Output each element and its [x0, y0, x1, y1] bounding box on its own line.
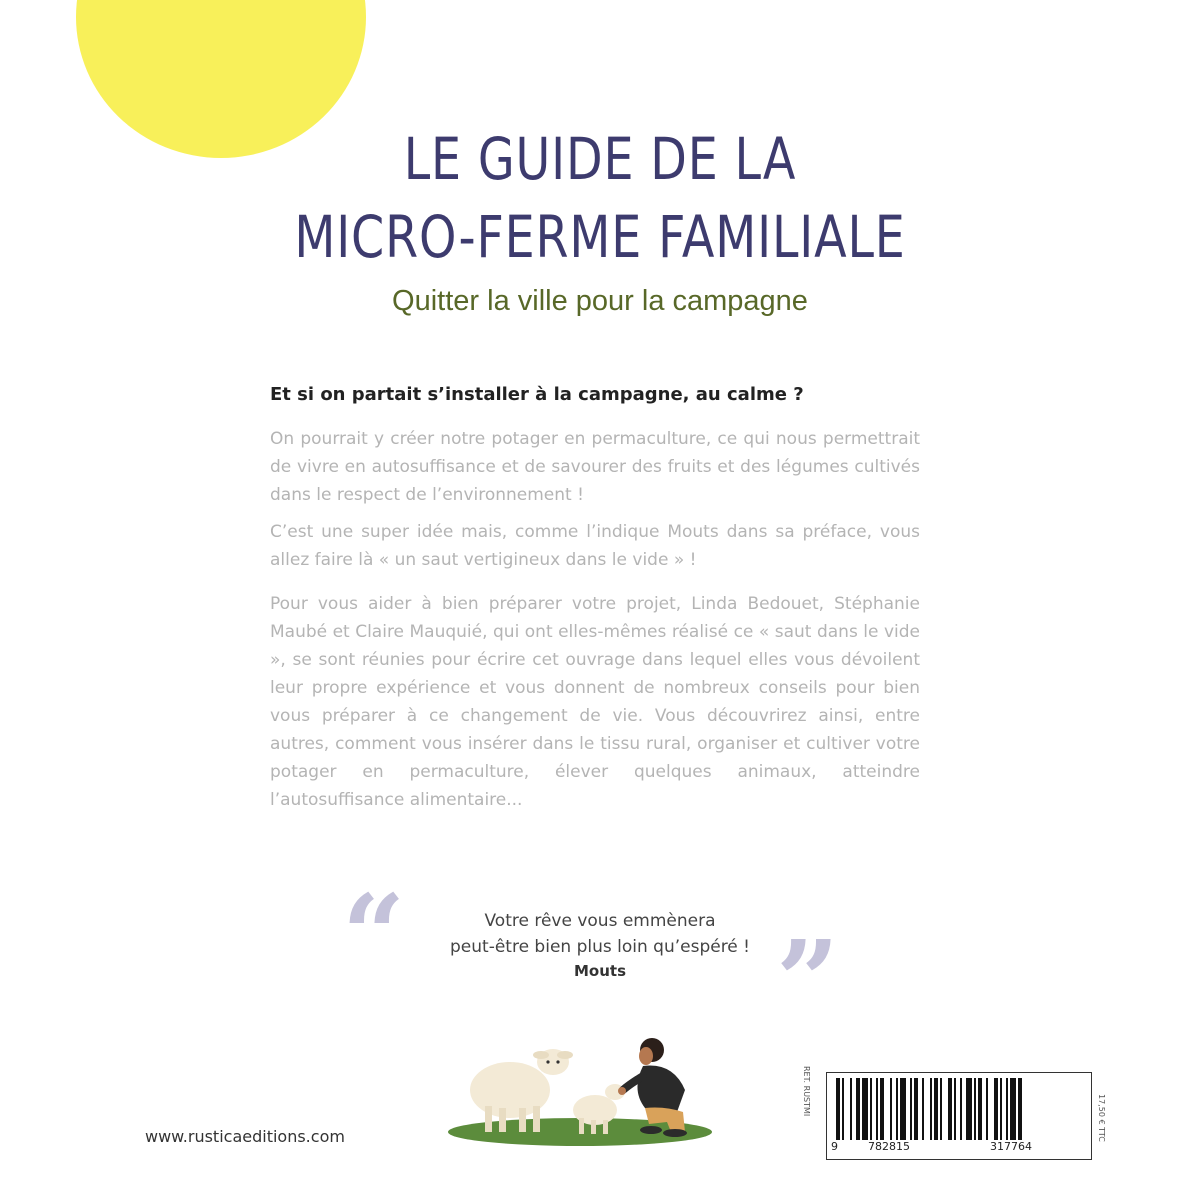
- barcode-bar: [948, 1078, 952, 1140]
- barcode-bar: [934, 1078, 938, 1140]
- price-label: 17,50 € TTC: [1097, 1094, 1106, 1142]
- barcode-icon: [836, 1078, 1080, 1140]
- blurb-paragraph-1: On pourrait y créer notre potager en permaculture, ce qui nous permettrait de vivre en autosuffisance et de savourer des fruits et des légumes cultivés dans le respect de l’environnement !: [270, 429, 920, 505]
- barcode-bar: [1018, 1078, 1022, 1140]
- barcode-bar: [966, 1078, 972, 1140]
- barcode-bar: [850, 1078, 852, 1140]
- quote-line-1: Votre rêve vous emmènera: [484, 911, 716, 931]
- barcode-bar: [862, 1078, 868, 1140]
- barcode-digit-prefix: 9: [831, 1140, 838, 1153]
- barcode-bar: [1006, 1078, 1008, 1140]
- barcode-bar: [974, 1078, 976, 1140]
- barcode-bar: [856, 1078, 860, 1140]
- barcode-bar: [836, 1078, 840, 1140]
- barcode-bar: [986, 1078, 988, 1140]
- barcode-bar: [870, 1078, 872, 1140]
- title-line-1: LE GUIDE DE LA: [403, 125, 797, 193]
- book-subtitle: Quitter la ville pour la campagne: [392, 285, 808, 317]
- barcode-bar: [890, 1078, 892, 1140]
- open-quote-mark: “: [342, 870, 406, 999]
- quote-line-2: peut-être bien plus loin qu’espéré !: [450, 937, 750, 957]
- barcode-bar: [900, 1078, 906, 1140]
- barcode-bar: [896, 1078, 898, 1140]
- barcode-bar: [910, 1078, 912, 1140]
- barcode-bar: [978, 1078, 982, 1140]
- title-line-2: MICRO-FERME FAMILIALE: [294, 203, 906, 271]
- quote-text: [430, 908, 770, 960]
- farmer-with-sheep-illustration: [445, 1020, 715, 1150]
- book-title: [108, 120, 1092, 276]
- barcode-bar: [880, 1078, 884, 1140]
- barcode-bar: [876, 1078, 878, 1140]
- barcode-bar: [954, 1078, 956, 1140]
- blurb-paragraph-3: Pour vous aider à bien préparer votre projet, Linda Bedouet, Stéphanie Maubé et Claire Mauquié, qui ont elles-mêmes réalisé ce « saut dans le vide », se sont réunies pour écrire cet ouvrage dans lequel elles vous dévoilent leur propre expérience et vous donnent de nombreux conseils pour bien vous préparer à ce changement de vie. Vous découvrirez ainsi, entre autres, comment vous insérer dans le tissu rural, organiser et cultiver votre potager en permaculture, élever quelques animaux, atteindre l’autosuffisance alimentaire...: [270, 594, 920, 810]
- website-url: www.rusticaeditions.com: [145, 1127, 345, 1146]
- quote-author: Mouts: [573, 962, 626, 980]
- barcode-bar: [940, 1078, 942, 1140]
- barcode-bar: [960, 1078, 962, 1140]
- barcode-reference: RET. RUSTMI: [802, 1066, 811, 1117]
- barcode-digits-right: 317764: [990, 1140, 1032, 1153]
- barcode-bar: [922, 1078, 924, 1140]
- barcode-bar: [994, 1078, 998, 1140]
- blurb-question: Et si on partait s’installer à la campagne, au calme ?: [270, 384, 804, 405]
- barcode-digits-left: 782815: [868, 1140, 910, 1153]
- barcode-bar: [914, 1078, 918, 1140]
- barcode-bar: [930, 1078, 932, 1140]
- blurb-paragraph-2: C’est une super idée mais, comme l’indique Mouts dans sa préface, vous allez faire là « un saut vertigineux dans le vide » !: [270, 522, 920, 570]
- barcode-bar: [842, 1078, 844, 1140]
- barcode-bar: [1000, 1078, 1002, 1140]
- close-quote-mark: ”: [776, 916, 840, 1045]
- barcode-bar: [1010, 1078, 1016, 1140]
